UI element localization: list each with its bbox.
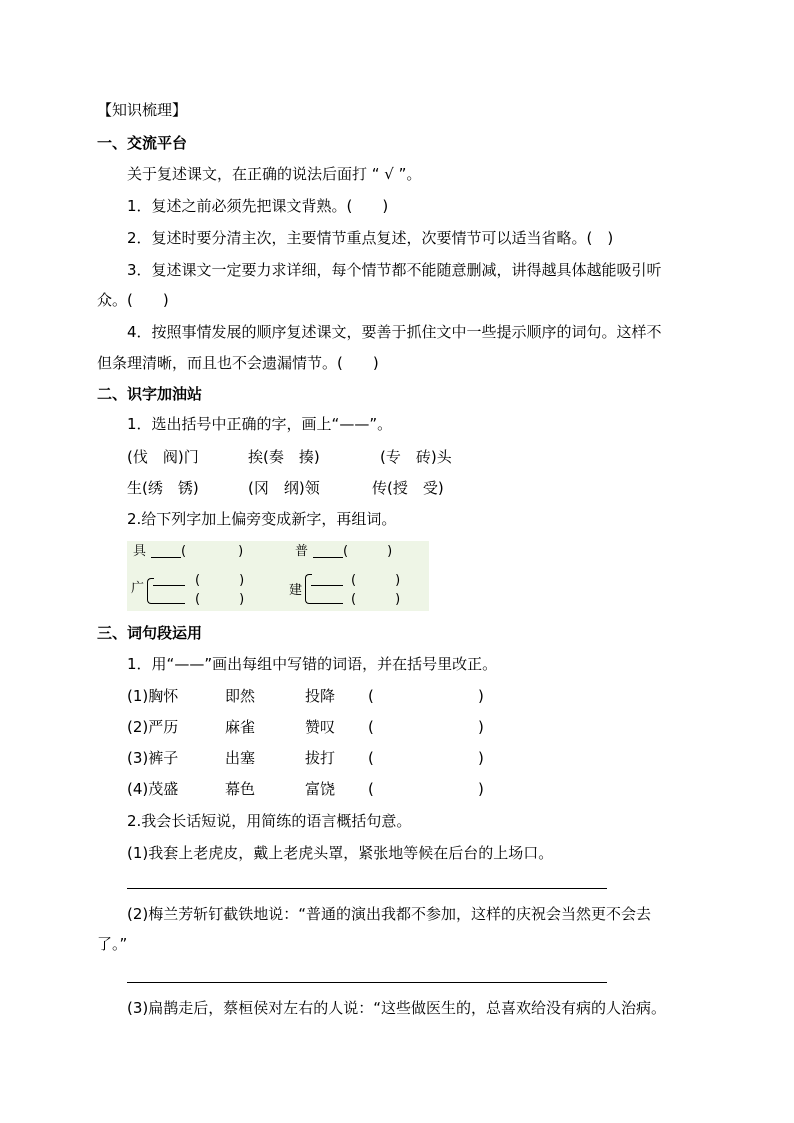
answer-blank <box>151 557 181 558</box>
char-choice-item: 传(授 受) <box>372 479 444 497</box>
word-item: 富饶 <box>305 780 336 798</box>
word-item: 麻雀 <box>225 718 256 736</box>
answer-blank <box>311 603 343 604</box>
section-2-title: 二、识字加油站 <box>97 385 203 403</box>
answer-parens: ( ) <box>181 544 244 559</box>
paren-close: ) <box>478 718 484 736</box>
sec1-question-3-line2: 众。( ) <box>97 291 169 309</box>
sec1-question-4-line2: 但条理清晰，而且也不会遗漏情节。( ) <box>97 354 379 372</box>
word-item: (3)裤子 <box>127 749 179 767</box>
sec1-question-1: 1．复述之前必须先把课文背熟。( ) <box>127 197 389 215</box>
sentence-2-line1: (2)梅兰芳斩钉截铁地说：“普通的演出我都不参加，这样的庆祝会当然更不会去 <box>127 905 652 923</box>
char-choice-item: (伐 阀)门 <box>127 448 199 466</box>
word-item: 幕色 <box>225 780 256 798</box>
sentence-3: (3)扁鹊走后，蔡桓侯对左右的人说：“这些做医生的，总喜欢给没有病的人治病。 <box>127 999 667 1017</box>
word-item: (2)严历 <box>127 718 179 736</box>
base-character: 建 <box>289 583 303 598</box>
paren-close: ) <box>478 780 484 798</box>
answer-blank <box>153 585 185 586</box>
paren-close: ) <box>478 749 484 767</box>
brace-icon <box>147 578 154 604</box>
sec3-question-1: 1．用“——”画出每组中写错的词语，并在括号里改正。 <box>127 655 498 673</box>
answer-parens: ( ) <box>351 592 401 607</box>
word-item: 赞叹 <box>305 718 336 736</box>
base-character: 广 <box>131 581 145 596</box>
paren-open: ( <box>368 687 374 705</box>
word-item: 拔打 <box>305 749 336 767</box>
paren-open: ( <box>368 749 374 767</box>
sec1-question-4-line1: 4．按照事情发展的顺序复述课文，要善于抓住文中一些提示顺序的词句。这样不 <box>127 323 662 341</box>
sentence-1: (1)我套上老虎皮，戴上老虎头罩，紧张地等候在后台的上场口。 <box>127 844 554 862</box>
base-character: 普 <box>295 544 309 559</box>
answer-parens: ( ) <box>351 573 401 588</box>
sec2-question-1: 1．选出括号中正确的字，画上“——”。 <box>127 415 393 433</box>
answer-parens: ( ) <box>195 592 245 607</box>
sec3-question-2: 2.我会长话短说，用简练的语言概括句意。 <box>127 812 412 830</box>
paren-open: ( <box>368 718 374 736</box>
answer-blank <box>311 585 343 586</box>
char-choice-item: 生(绣 锈) <box>127 479 199 497</box>
paren-close: ) <box>478 687 484 705</box>
answer-blank <box>153 603 185 604</box>
char-choice-item: (专 砖)头 <box>380 448 452 466</box>
base-character: 具 <box>133 544 147 559</box>
sec1-question-2: 2．复述时要分清主次，主要情节重点复述，次要情节可以适当省略。( ) <box>127 229 614 247</box>
word-item: (4)茂盛 <box>127 780 179 798</box>
word-item: 投降 <box>305 687 336 705</box>
sec1-question-3-line1: 3．复述课文一定要力求详细，每个情节都不能随意删减，讲得越具体越能吸引听 <box>127 261 662 279</box>
sec1-intro: 关于复述课文，在正确的说法后面打 “ √ ”。 <box>127 165 422 183</box>
word-item: 出塞 <box>225 749 256 767</box>
char-choice-item: 挨(奏 揍) <box>248 448 320 466</box>
brace-icon <box>305 574 312 604</box>
section-3-title: 三、词句段运用 <box>97 624 203 642</box>
sentence-2-line2: 了。” <box>97 935 128 953</box>
word-item: 即然 <box>225 687 256 705</box>
section-1-title: 一、交流平台 <box>97 134 188 152</box>
sec2-question-2: 2.给下列字加上偏旁变成新字，再组词。 <box>127 510 397 528</box>
section-header: 【知识梳理】 <box>97 101 188 119</box>
radical-exercise-box <box>127 541 429 611</box>
word-item: (1)胸怀 <box>127 687 179 705</box>
answer-blank <box>313 557 343 558</box>
answer-line <box>127 982 607 983</box>
char-choice-item: (冈 纲)领 <box>248 479 320 497</box>
paren-open: ( <box>368 780 374 798</box>
answer-line <box>127 888 607 889</box>
answer-parens: ( ) <box>343 544 393 559</box>
answer-parens: ( ) <box>195 573 245 588</box>
